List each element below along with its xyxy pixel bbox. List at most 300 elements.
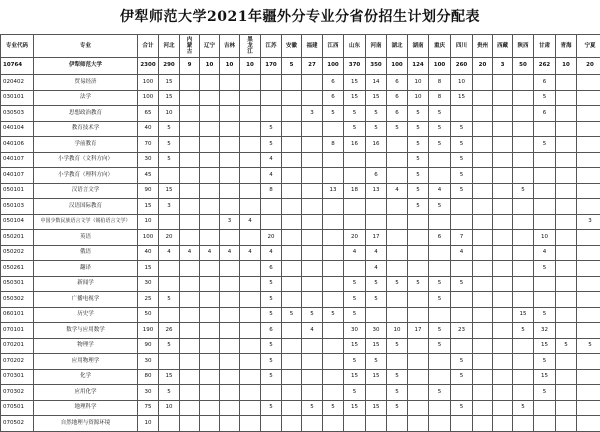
province-count-cell: [408, 292, 429, 308]
province-count-cell: [556, 261, 577, 277]
province-count-cell: [240, 292, 261, 308]
province-count-cell: 10: [159, 400, 180, 416]
province-count-cell: 8: [429, 90, 451, 106]
province-count-cell: 13: [366, 183, 387, 199]
province-count-cell: [200, 90, 220, 106]
major-name-cell: 广播电视学: [34, 292, 138, 308]
province-count-cell: 5: [387, 121, 408, 137]
table-row: [1, 416, 600, 432]
province-count-cell: 4: [429, 183, 451, 199]
province-count-cell: [513, 354, 534, 370]
province-count-cell: [282, 137, 302, 153]
province-count-cell: [282, 230, 302, 246]
province-count-cell: 5: [429, 121, 451, 137]
province-count-cell: 100: [387, 58, 408, 75]
province-count-cell: 20: [261, 230, 282, 246]
province-count-cell: [240, 137, 261, 153]
province-count-cell: [408, 338, 429, 354]
province-count-cell: [513, 276, 534, 292]
province-count-cell: [577, 230, 600, 246]
province-count-cell: [556, 292, 577, 308]
province-count-cell: [534, 199, 556, 215]
province-count-cell: [302, 214, 323, 230]
province-count-cell: 8: [323, 137, 344, 153]
province-count-cell: 4: [302, 323, 323, 339]
province-count-cell: 4: [240, 245, 261, 261]
province-count-cell: [408, 400, 429, 416]
province-count-cell: [513, 230, 534, 246]
province-count-cell: [220, 416, 240, 432]
province-count-cell: 5: [261, 307, 282, 323]
province-count-cell: [556, 245, 577, 261]
province-count-cell: 5: [159, 152, 180, 168]
province-count-cell: [200, 323, 220, 339]
province-count-cell: [323, 292, 344, 308]
province-count-cell: 10: [408, 90, 429, 106]
province-count-cell: 23: [451, 323, 473, 339]
table-row: [1, 261, 600, 277]
province-count-cell: [556, 354, 577, 370]
province-count-cell: [493, 90, 513, 106]
province-count-cell: [180, 416, 200, 432]
province-count-cell: [513, 416, 534, 432]
province-count-cell: [493, 199, 513, 215]
page-title: 伊犁师范大学2021年疆外分专业分省份招生计划分配表: [0, 6, 600, 26]
province-count-cell: [429, 400, 451, 416]
major-code-cell: 050103: [1, 199, 34, 215]
province-count-cell: [200, 214, 220, 230]
province-count-cell: 32: [534, 323, 556, 339]
province-count-cell: [180, 121, 200, 137]
total-count-cell: 40: [138, 245, 159, 261]
total-row: [1, 58, 600, 75]
province-count-cell: [556, 168, 577, 184]
province-count-cell: [429, 416, 451, 432]
province-count-cell: [323, 214, 344, 230]
province-count-cell: 5: [366, 292, 387, 308]
province-count-cell: 5: [387, 400, 408, 416]
province-count-cell: [180, 323, 200, 339]
province-count-cell: 5: [159, 137, 180, 153]
province-count-cell: 5: [261, 292, 282, 308]
province-count-cell: [429, 307, 451, 323]
province-count-cell: 5: [261, 276, 282, 292]
total-count-cell: 25: [138, 292, 159, 308]
column-header: 吉林: [220, 35, 240, 58]
province-count-cell: [344, 214, 366, 230]
province-count-cell: [577, 152, 600, 168]
major-name-cell: 小学教育（理科方向）: [34, 168, 138, 184]
province-count-cell: [473, 369, 493, 385]
province-count-cell: 262: [534, 58, 556, 75]
province-count-cell: [473, 307, 493, 323]
province-count-cell: [366, 214, 387, 230]
province-count-cell: 5: [261, 338, 282, 354]
major-code-cell: 070302: [1, 385, 34, 401]
province-count-cell: [261, 385, 282, 401]
province-count-cell: 5: [429, 292, 451, 308]
province-count-cell: [240, 199, 261, 215]
province-count-cell: [366, 385, 387, 401]
total-count-cell: 90: [138, 183, 159, 199]
province-count-cell: 20: [344, 230, 366, 246]
major-name-cell: 应用物理学: [34, 354, 138, 370]
province-count-cell: 4: [366, 245, 387, 261]
province-count-cell: [200, 416, 220, 432]
province-count-cell: 5: [261, 369, 282, 385]
province-count-cell: 5: [261, 354, 282, 370]
province-count-cell: [200, 338, 220, 354]
province-count-cell: [220, 292, 240, 308]
province-count-cell: 5: [451, 400, 473, 416]
province-count-cell: [451, 385, 473, 401]
province-count-cell: [240, 338, 261, 354]
province-count-cell: [493, 400, 513, 416]
major-code-cell: 050301: [1, 276, 34, 292]
province-count-cell: [180, 75, 200, 91]
province-count-cell: 20: [159, 230, 180, 246]
province-count-cell: [302, 369, 323, 385]
province-count-cell: [200, 276, 220, 292]
province-count-cell: [513, 152, 534, 168]
province-count-cell: [366, 307, 387, 323]
province-count-cell: 3: [302, 106, 323, 122]
province-count-cell: 5: [366, 121, 387, 137]
province-count-cell: [282, 416, 302, 432]
total-count-cell: 50: [138, 307, 159, 323]
column-header: 内蒙古: [180, 35, 200, 58]
province-count-cell: [302, 354, 323, 370]
province-count-cell: 9: [180, 58, 200, 75]
province-count-cell: [323, 245, 344, 261]
province-count-cell: [240, 183, 261, 199]
province-count-cell: [302, 245, 323, 261]
table-row: [1, 75, 600, 91]
province-count-cell: 30: [344, 323, 366, 339]
column-header: 专业: [34, 35, 138, 58]
province-count-cell: [473, 416, 493, 432]
province-count-cell: 5: [408, 199, 429, 215]
major-name-cell: 地理科学: [34, 400, 138, 416]
province-count-cell: [473, 183, 493, 199]
province-count-cell: 5: [366, 354, 387, 370]
province-count-cell: 3: [159, 199, 180, 215]
province-count-cell: 4: [159, 245, 180, 261]
province-count-cell: 5: [159, 338, 180, 354]
province-count-cell: [282, 261, 302, 277]
total-count-cell: 75: [138, 400, 159, 416]
province-count-cell: 15: [344, 75, 366, 91]
major-code-cell: 070501: [1, 400, 34, 416]
major-code-cell: 070201: [1, 338, 34, 354]
province-count-cell: [302, 230, 323, 246]
major-name-cell: 中国少数民族语言文学（锡伯语言文学）: [34, 214, 138, 230]
province-count-cell: [220, 230, 240, 246]
province-count-cell: 5: [261, 121, 282, 137]
major-name-cell: 法学: [34, 90, 138, 106]
province-count-cell: 5: [159, 385, 180, 401]
province-count-cell: [387, 354, 408, 370]
province-count-cell: [493, 137, 513, 153]
total-count-cell: 30: [138, 152, 159, 168]
major-name-cell: 新闻学: [34, 276, 138, 292]
province-count-cell: 5: [451, 276, 473, 292]
province-count-cell: [577, 400, 600, 416]
province-count-cell: [451, 338, 473, 354]
province-count-cell: [302, 121, 323, 137]
province-count-cell: [451, 416, 473, 432]
province-count-cell: [408, 261, 429, 277]
province-count-cell: 5: [261, 400, 282, 416]
province-count-cell: 15: [513, 307, 534, 323]
province-count-cell: 15: [344, 90, 366, 106]
province-count-cell: 16: [366, 137, 387, 153]
major-name-cell: 翻译: [34, 261, 138, 277]
province-count-cell: 6: [387, 106, 408, 122]
province-count-cell: [240, 369, 261, 385]
major-name-cell: 小学教育（文科方向）: [34, 152, 138, 168]
province-count-cell: 15: [344, 338, 366, 354]
province-count-cell: [451, 292, 473, 308]
province-count-cell: 13: [323, 183, 344, 199]
province-count-cell: [159, 168, 180, 184]
province-count-cell: 5: [387, 276, 408, 292]
province-count-cell: [556, 323, 577, 339]
province-count-cell: [387, 307, 408, 323]
column-header: 专业代码: [1, 35, 34, 58]
total-count-cell: 100: [138, 90, 159, 106]
column-header: 河南: [366, 35, 387, 58]
province-count-cell: [493, 230, 513, 246]
province-count-cell: [408, 245, 429, 261]
column-header: 福建: [302, 35, 323, 58]
province-count-cell: 5: [344, 354, 366, 370]
province-count-cell: [556, 121, 577, 137]
province-count-cell: 4: [220, 245, 240, 261]
province-count-cell: [577, 90, 600, 106]
province-count-cell: [302, 75, 323, 91]
table-row: [1, 183, 600, 199]
province-count-cell: [282, 245, 302, 261]
major-name-cell: 伊犁师范大学: [34, 58, 138, 75]
column-header: 河北: [159, 35, 180, 58]
province-count-cell: [387, 416, 408, 432]
province-count-cell: [473, 199, 493, 215]
province-count-cell: [240, 152, 261, 168]
province-count-cell: [180, 354, 200, 370]
major-name-cell: 数学与应用数学: [34, 323, 138, 339]
province-count-cell: [159, 276, 180, 292]
province-count-cell: [282, 121, 302, 137]
province-count-cell: [344, 168, 366, 184]
province-count-cell: 5: [556, 338, 577, 354]
province-count-cell: [282, 183, 302, 199]
table-row: [1, 106, 600, 122]
major-code-cell: 040107: [1, 152, 34, 168]
province-count-cell: 14: [366, 75, 387, 91]
province-count-cell: [220, 106, 240, 122]
province-count-cell: 350: [366, 58, 387, 75]
table-row: [1, 214, 600, 230]
province-count-cell: [577, 276, 600, 292]
province-count-cell: 16: [344, 137, 366, 153]
province-count-cell: 4: [200, 245, 220, 261]
province-count-cell: [282, 385, 302, 401]
province-count-cell: 18: [344, 183, 366, 199]
province-count-cell: [387, 245, 408, 261]
province-count-cell: [180, 106, 200, 122]
province-count-cell: 15: [366, 400, 387, 416]
province-count-cell: 4: [451, 245, 473, 261]
province-count-cell: [408, 214, 429, 230]
column-header: 湖南: [408, 35, 429, 58]
province-count-cell: [493, 276, 513, 292]
total-count-cell: 30: [138, 385, 159, 401]
province-count-cell: [556, 230, 577, 246]
province-count-cell: 10: [240, 58, 261, 75]
province-count-cell: [387, 261, 408, 277]
total-count-cell: 30: [138, 276, 159, 292]
province-count-cell: [220, 90, 240, 106]
major-name-cell: 英语: [34, 230, 138, 246]
province-count-cell: 5: [344, 121, 366, 137]
province-count-cell: [240, 230, 261, 246]
province-count-cell: [282, 90, 302, 106]
province-count-cell: [220, 168, 240, 184]
major-name-cell: 应用化学: [34, 385, 138, 401]
province-count-cell: 100: [323, 58, 344, 75]
province-count-cell: [429, 369, 451, 385]
province-count-cell: [556, 214, 577, 230]
province-count-cell: 5: [577, 338, 600, 354]
province-count-cell: [240, 400, 261, 416]
total-count-cell: 70: [138, 137, 159, 153]
column-header: 山东: [344, 35, 366, 58]
province-count-cell: [577, 385, 600, 401]
province-count-cell: [159, 416, 180, 432]
province-count-cell: 5: [451, 152, 473, 168]
total-count-cell: 90: [138, 338, 159, 354]
province-count-cell: [556, 199, 577, 215]
province-count-cell: [302, 152, 323, 168]
province-count-cell: 6: [387, 90, 408, 106]
province-count-cell: [577, 354, 600, 370]
major-name-cell: 汉语国际教育: [34, 199, 138, 215]
province-count-cell: 6: [261, 323, 282, 339]
province-count-cell: 170: [261, 58, 282, 75]
province-count-cell: [180, 90, 200, 106]
province-count-cell: [493, 106, 513, 122]
province-count-cell: 5: [451, 137, 473, 153]
province-count-cell: [180, 183, 200, 199]
province-count-cell: [534, 400, 556, 416]
province-count-cell: [473, 152, 493, 168]
province-count-cell: 6: [534, 75, 556, 91]
province-count-cell: 5: [323, 106, 344, 122]
province-count-cell: 5: [513, 400, 534, 416]
province-count-cell: 10: [451, 75, 473, 91]
province-count-cell: [577, 137, 600, 153]
province-count-cell: [513, 121, 534, 137]
province-count-cell: 4: [366, 261, 387, 277]
province-count-cell: [473, 354, 493, 370]
province-count-cell: 5: [282, 307, 302, 323]
province-count-cell: [302, 385, 323, 401]
major-name-cell: 化学: [34, 369, 138, 385]
province-count-cell: [200, 106, 220, 122]
province-count-cell: [513, 292, 534, 308]
province-count-cell: 5: [323, 400, 344, 416]
province-count-cell: 15: [159, 75, 180, 91]
major-code-cell: 050201: [1, 230, 34, 246]
province-count-cell: 3: [493, 58, 513, 75]
province-count-cell: [556, 137, 577, 153]
province-count-cell: 6: [323, 90, 344, 106]
province-count-cell: [200, 168, 220, 184]
province-count-cell: 6: [323, 75, 344, 91]
province-count-cell: 15: [366, 369, 387, 385]
total-count-cell: 190: [138, 323, 159, 339]
province-count-cell: [323, 261, 344, 277]
province-count-cell: [159, 307, 180, 323]
province-count-cell: [282, 369, 302, 385]
province-count-cell: [387, 168, 408, 184]
province-count-cell: 100: [429, 58, 451, 75]
province-count-cell: [534, 152, 556, 168]
province-count-cell: [473, 385, 493, 401]
province-count-cell: [180, 338, 200, 354]
province-count-cell: [556, 106, 577, 122]
province-count-cell: [473, 168, 493, 184]
province-count-cell: [577, 75, 600, 91]
province-count-cell: [240, 75, 261, 91]
province-count-cell: [323, 338, 344, 354]
province-count-cell: [159, 214, 180, 230]
province-count-cell: 10: [220, 58, 240, 75]
major-code-cell: 050302: [1, 292, 34, 308]
column-header: 西藏: [493, 35, 513, 58]
province-count-cell: [261, 199, 282, 215]
major-name-cell: 俄语: [34, 245, 138, 261]
column-header: 辽宁: [200, 35, 220, 58]
province-count-cell: [534, 276, 556, 292]
province-count-cell: [240, 323, 261, 339]
province-count-cell: [323, 276, 344, 292]
province-count-cell: 15: [344, 369, 366, 385]
province-count-cell: [261, 75, 282, 91]
province-count-cell: [493, 416, 513, 432]
province-count-cell: [200, 261, 220, 277]
table-row: [1, 168, 600, 184]
province-count-cell: [493, 385, 513, 401]
province-count-cell: 6: [429, 230, 451, 246]
province-count-cell: [282, 75, 302, 91]
province-count-cell: 5: [408, 121, 429, 137]
province-count-cell: 5: [429, 323, 451, 339]
province-count-cell: 15: [366, 90, 387, 106]
province-count-cell: [473, 230, 493, 246]
province-count-cell: [577, 369, 600, 385]
province-count-cell: [180, 152, 200, 168]
province-count-cell: [493, 338, 513, 354]
province-count-cell: 26: [159, 323, 180, 339]
province-count-cell: [493, 354, 513, 370]
province-count-cell: [344, 416, 366, 432]
column-header: 安徽: [282, 35, 302, 58]
province-count-cell: [180, 230, 200, 246]
province-count-cell: 5: [408, 183, 429, 199]
province-count-cell: 5: [451, 183, 473, 199]
